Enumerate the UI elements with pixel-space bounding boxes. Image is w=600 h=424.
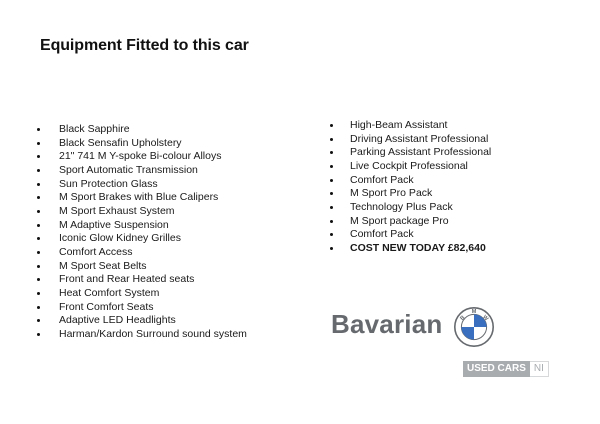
badge-main: USED CARS <box>463 361 530 377</box>
logo-letter-m: M <box>471 309 477 316</box>
cost-new-today: COST NEW TODAY £82,640 <box>330 242 491 256</box>
dealer-brand-name: Bavarian <box>331 309 443 339</box>
list-item: Adaptive LED Headlights <box>37 314 247 328</box>
list-item: M Sport Seat Belts <box>37 260 247 274</box>
logo-letter-w: W <box>481 314 490 323</box>
list-item: Front Comfort Seats <box>37 301 247 315</box>
list-item: Sun Protection Glass <box>37 178 247 192</box>
list-item: Front and Rear Heated seats <box>37 273 247 287</box>
equipment-list-left <box>37 123 247 342</box>
list-item: Live Cockpit Professional <box>330 160 491 174</box>
list-item: M Sport package Pro <box>330 215 491 229</box>
list-item: High-Beam Assistant <box>330 119 491 133</box>
equipment-list-right <box>330 119 491 256</box>
list-item: Comfort Access <box>37 246 247 260</box>
list-item: Comfort Pack <box>330 228 491 242</box>
logo-letter-b: B <box>459 314 467 322</box>
list-item: Driving Assistant Professional <box>330 133 491 147</box>
list-item: M Adaptive Suspension <box>37 219 247 233</box>
list-item: Harman/Kardon Surround sound system <box>37 328 247 342</box>
list-item: Comfort Pack <box>330 174 491 188</box>
list-item: M Sport Exhaust System <box>37 205 247 219</box>
list-item: Sport Automatic Transmission <box>37 164 247 178</box>
bmw-logo-icon <box>454 307 494 347</box>
badge-suffix: NI <box>530 361 549 377</box>
page-title: Equipment Fitted to this car <box>40 37 249 54</box>
list-item: 21" 741 M Y-spoke Bi-colour Alloys <box>37 150 247 164</box>
list-item: M Sport Pro Pack <box>330 187 491 201</box>
list-item: Technology Plus Pack <box>330 201 491 215</box>
list-item: M Sport Brakes with Blue Calipers <box>37 191 247 205</box>
list-item: Black Sensafin Upholstery <box>37 137 247 151</box>
list-item: Iconic Glow Kidney Grilles <box>37 232 247 246</box>
used-cars-badge <box>463 361 549 377</box>
list-item: Parking Assistant Professional <box>330 146 491 160</box>
list-item: Black Sapphire <box>37 123 247 137</box>
list-item: Heat Comfort System <box>37 287 247 301</box>
